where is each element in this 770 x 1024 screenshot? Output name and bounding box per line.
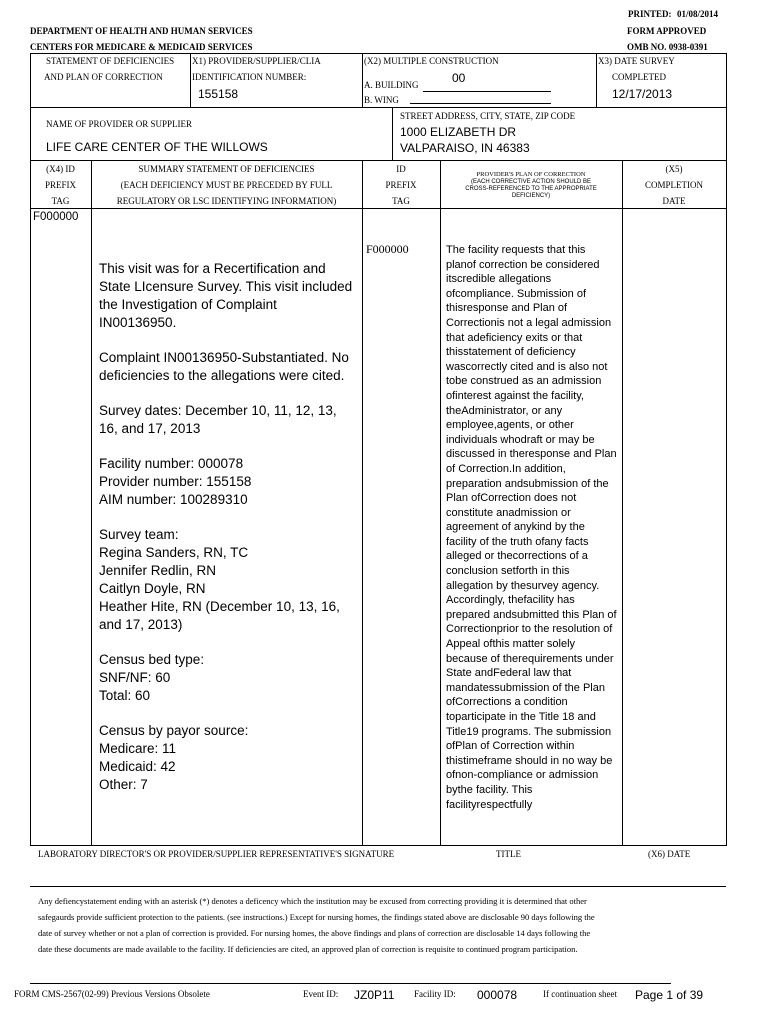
- summary-paragraph-4: Facility number: 000078 Provider number: 155158 AIM number: 100289310: [99, 456, 252, 507]
- x4-header-3: TAG: [51, 196, 70, 206]
- top-box-divider-2: [362, 53, 363, 107]
- disclaimer-note: Any defiencystatement ending with an asterisk (*) denotes a deficency which the institution may be excused from correcting providing it is determined that other safegaurds provide sufficient protection to the patients. (see instructions.) Except for nursing homes, the findings stated above are disclosable 90 days following the date of survey whether or not a plan of correction is provided. For nursing homes, the above findings and plans of correction are disclosable 14 days following the date these documents are made available to the facility. If deficiencies are cited, an approved plan of correction is requisite to continued program participation.: [38, 896, 595, 954]
- signature-label: LABORATORY DIRECTOR'S OR PROVIDER/SUPPLIER REPRESENTATIVE'S SIGNATURE: [38, 849, 395, 859]
- x3-label-2: COMPLETED: [612, 72, 666, 82]
- x5-header-1: (X5): [665, 164, 683, 174]
- page-number: Page 1 of 39: [635, 988, 704, 1002]
- top-box-divider-1: [190, 53, 191, 107]
- address-line-2: VALPARAISO, IN 46383: [400, 141, 530, 155]
- building-underline: [423, 91, 551, 92]
- x4-header-2: PREFIX: [44, 180, 76, 190]
- form-approved: FORM APPROVED: [627, 26, 707, 36]
- poc-header-2: (EACH CORRECTIVE ACTION SHOULD BE: [470, 179, 592, 185]
- building-label: A. BUILDING: [364, 80, 419, 90]
- event-id-label: Event ID:: [303, 989, 339, 999]
- omb-number: OMB NO. 0938-0391: [627, 42, 708, 52]
- x5-header-3: DATE: [662, 196, 686, 206]
- centers-title: CENTERS FOR MEDICARE & MEDICAID SERVICES: [30, 42, 253, 52]
- provider-name-label: NAME OF PROVIDER OR SUPPLIER: [46, 119, 193, 129]
- x6-date-label: (X6) DATE: [648, 849, 691, 859]
- printed-date: 01/08/2014: [677, 9, 719, 19]
- address-line-1: 1000 ELIZABETH DR: [400, 125, 517, 139]
- building-value: 00: [452, 71, 466, 85]
- summary-paragraph-5: Survey team: Regina Sanders, RN, TC Jennifer Redlin, RN Caitlyn Doyle, RN Heather Hite, RN (December 10, 13, 16, and 17, 2013): [99, 527, 340, 632]
- x5-header-2: COMPLETION: [645, 180, 703, 190]
- poc-header-1: PROVIDER'S PLAN OF CORRECTION: [476, 171, 586, 178]
- col-divider-3: [440, 160, 441, 845]
- col-divider-1: [91, 160, 92, 845]
- frame-right: [726, 53, 727, 846]
- frame-bottom: [30, 845, 726, 846]
- x2-label: (X2) MULTIPLE CONSTRUCTION: [364, 56, 499, 66]
- provider-id: 155158: [198, 87, 239, 101]
- left-id-tag: F000000: [33, 211, 79, 223]
- summary-paragraph-3: Survey dates: December 10, 11, 12, 13, 16, and 17, 2013: [99, 403, 337, 436]
- survey-date: 12/17/2013: [612, 87, 673, 101]
- wing-underline: [410, 103, 551, 104]
- facility-id-label: Facility ID:: [414, 989, 456, 999]
- form-number: FORM CMS-2567(02-99) Previous Versions Obsolete: [14, 989, 210, 999]
- id-header-3: TAG: [392, 196, 410, 206]
- x1-label-2: IDENTIFICATION NUMBER:: [192, 72, 307, 82]
- facility-id-value: 000078: [477, 988, 518, 1002]
- summary-paragraph-2: Complaint IN00136950-Substantiated. No deficiencies to the allegations were cited.: [99, 350, 349, 383]
- summary-paragraph-7: Census by payor source: Medicare: 11 Medicaid: 42 Other: 7: [99, 723, 249, 792]
- x1-label: X1) PROVIDER/SUPPLIER/CLIA: [192, 56, 321, 66]
- summary-header-2: (EACH DEFICIENCY MUST BE PRECEDED BY FULL: [120, 180, 333, 190]
- summary-statement: [99, 260, 354, 811]
- summary-paragraph-1: This visit was for a Recertification and State LIcensure Survey. This visit included the Investigation of Complaint IN00136950.: [99, 261, 353, 330]
- statement-label-2: AND PLAN OF CORRECTION: [44, 72, 163, 82]
- top-box-divider-3: [596, 53, 597, 107]
- summary-header-1: SUMMARY STATEMENT OF DEFICIENCIES: [138, 164, 315, 174]
- col-divider-2: [362, 160, 363, 845]
- frame-divider-1: [30, 107, 726, 108]
- department-title: DEPARTMENT OF HEALTH AND HUMAN SERVICES: [30, 26, 253, 36]
- title-label: TITLE: [496, 849, 521, 859]
- wing-label: B. WING: [364, 95, 399, 105]
- provider-name: LIFE CARE CENTER OF THE WILLOWS: [46, 140, 268, 154]
- poc-header-3: CROSS-REFERENCED TO THE APPROPRIATE: [465, 186, 597, 192]
- id-header-2: PREFIX: [385, 180, 417, 190]
- statement-label-1: STATEMENT OF DEFICIENCIES: [46, 56, 175, 66]
- poc-header-4: DEFICIENCY): [511, 193, 551, 199]
- x4-header-1: (X4) ID: [46, 164, 75, 174]
- frame-top: [30, 53, 726, 54]
- col-divider-4: [622, 160, 623, 845]
- summary-header-3: REGULATORY OR LSC IDENTIFYING INFORMATION): [116, 196, 337, 206]
- address-label: STREET ADDRESS, CITY, STATE, ZIP CODE: [400, 111, 576, 121]
- signature-bottom-line: [30, 886, 726, 887]
- summary-paragraph-6: Census bed type: SNF/NF: 60 Total: 60: [99, 652, 205, 703]
- event-id-value: JZ0P11: [354, 988, 395, 1002]
- id-header-1: ID: [396, 164, 406, 174]
- printed-label: PRINTED:: [628, 9, 672, 19]
- continuation-label: If continuation sheet: [543, 989, 617, 999]
- provider-divider: [392, 107, 393, 160]
- x3-label: X3) DATE SURVEY: [598, 56, 675, 66]
- footer-line: [30, 983, 671, 984]
- right-id-tag: F000000: [366, 242, 409, 256]
- plan-of-correction: The facility requests that this planof correction be considered itscredible allegations ofcompliance. Submission of thisresponse and Plan of Correctionis not a legal admission that adeficiency exits or that thisstatement of deficiency wascorrectly cited and is also not tobe construed as an admission ofinterest against the facility, theAdministrator, or any employee,agents, or other individuals whodraft or may be discussed in theresponse and Plan of Correction.In addition, preparation andsubmission of the Plan ofCorrection does not constitute anadmission or agreement of anykind by the facility of the truth ofany facts alleged or thecorrections of a conclusion setforth in this allegation by thesurvey agency. Accordingly, thefacility has prepared andsubmitted this Plan of Correctionprior to the resolution of Appeal ofthis matter solely because of therequirements under State andFederal law that mandatessubmission of the Plan ofCorrections a condition toparticipate in the Title 18 and Title19 programs. The submission ofPlan of Correction within thistimeframe should in no way be ofnon-compliance or admission bythe facility. This facilityrespectfully: [446, 244, 617, 811]
